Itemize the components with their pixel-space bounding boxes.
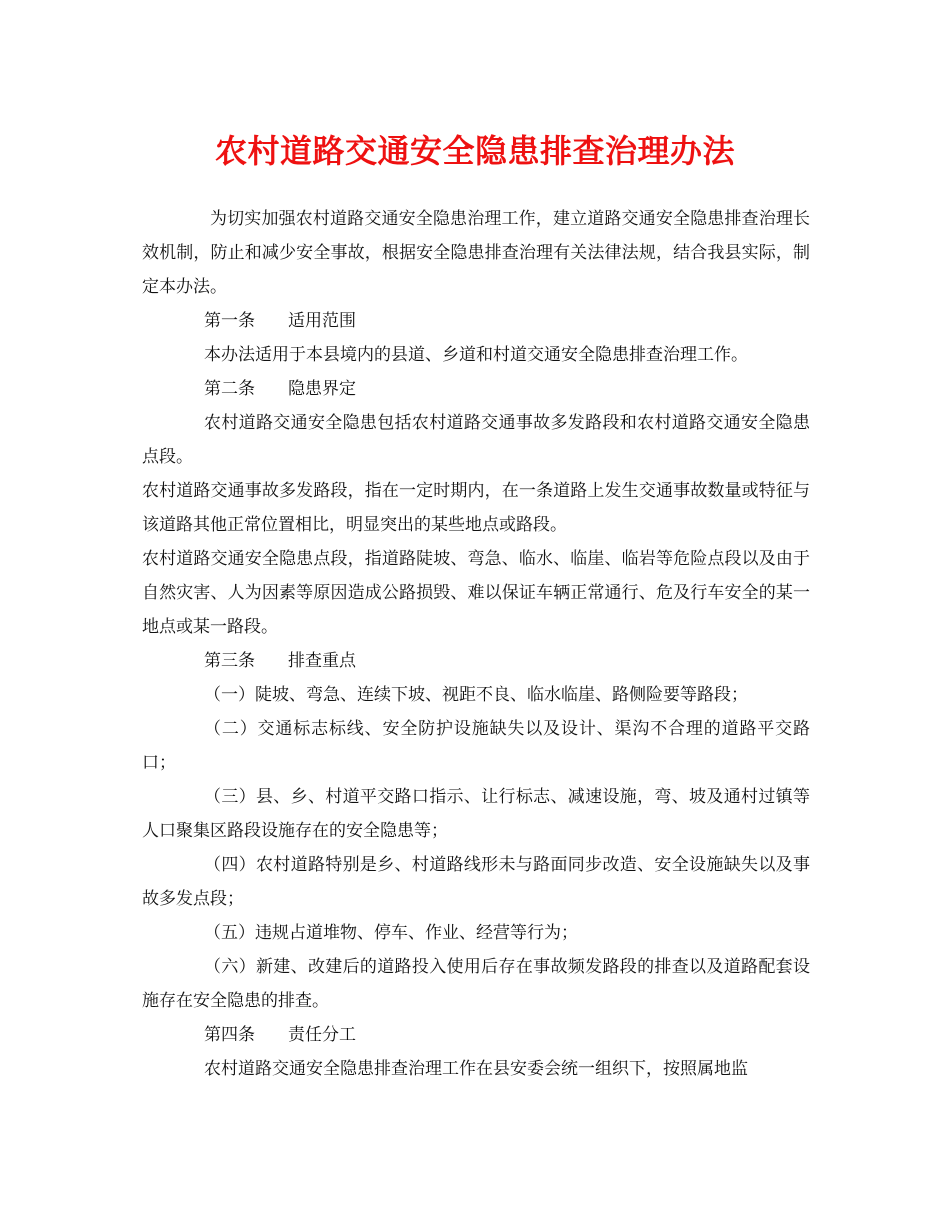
article-3-item-1: （一）陡坡、弯急、连续下坡、视距不良、临水临崖、路侧险要等路段； [204,685,748,705]
article-3-item-2: （二）交通标志标线、安全防护设施缺失以及设计、渠沟不合理的道路平交路口； [142,719,810,773]
article-4-paragraph: 农村道路交通安全隐患排查治理工作在县安委会统一组织下，按照属地监 [204,1059,748,1079]
article-3-title: 排查重点 [288,651,356,671]
article-2-number: 第二条 [204,379,255,399]
article-2-definition-1: 农村道路交通事故多发路段，指在一定时期内，在一条道路上发生交通事故数量或特征与该道路其他正常位置相比，明显突出的某些地点或路段。 [142,481,810,535]
article-2-definition-2: 农村道路交通安全隐患点段，指道路陡坡、弯急、临水、临崖、临岩等危险点段以及由于自然灾害、人为因素等原因造成公路损毁、难以保证车辆正常通行、危及行车安全的某一地点或某一路段。 [142,549,810,637]
article-1-paragraph: 本办法适用于本县境内的县道、乡道和村道交通安全隐患排查治理工作。 [204,345,748,365]
article-3-item-6: （六）新建、改建后的道路投入使用后存在事故频发路段的排查以及道路配套设施存在安全隐患的排查。 [142,957,810,1011]
article-2-heading [142,372,810,406]
article-2-paragraph: 农村道路交通安全隐患包括农村道路交通事故多发路段和农村道路交通安全隐患点段。 [142,413,810,467]
article-3-item-4: （四）农村道路特别是乡、村道路线形未与路面同步改造、安全设施缺失以及事故多发点段； [142,855,810,909]
article-1-heading [142,304,810,338]
article-3-number: 第三条 [204,651,255,671]
article-4-title: 责任分工 [288,1025,356,1045]
article-2-title: 隐患界定 [288,379,356,399]
document-title: 农村道路交通安全隐患排查治理办法 [214,132,735,170]
article-3-heading [142,644,810,678]
document-body [142,202,810,1086]
article-3-item-5: （五）违规占道堆物、停车、作业、经营等行为； [204,923,578,943]
article-4-heading [142,1018,810,1052]
article-3-item-3: （三）县、乡、村道平交路口指示、让行标志、减速设施，弯、坡及通村过镇等人口聚集区路段设施存在的安全隐患等； [142,787,810,841]
article-1-number: 第一条 [204,311,255,331]
preamble-paragraph: 为切实加强农村道路交通安全隐患治理工作，建立道路交通安全隐患排查治理长效机制，防止和减少安全事故，根据安全隐患排查治理有关法律法规，结合我县实际，制定本办法。 [142,209,810,297]
article-1-title: 适用范围 [288,311,356,331]
article-4-number: 第四条 [204,1025,255,1045]
